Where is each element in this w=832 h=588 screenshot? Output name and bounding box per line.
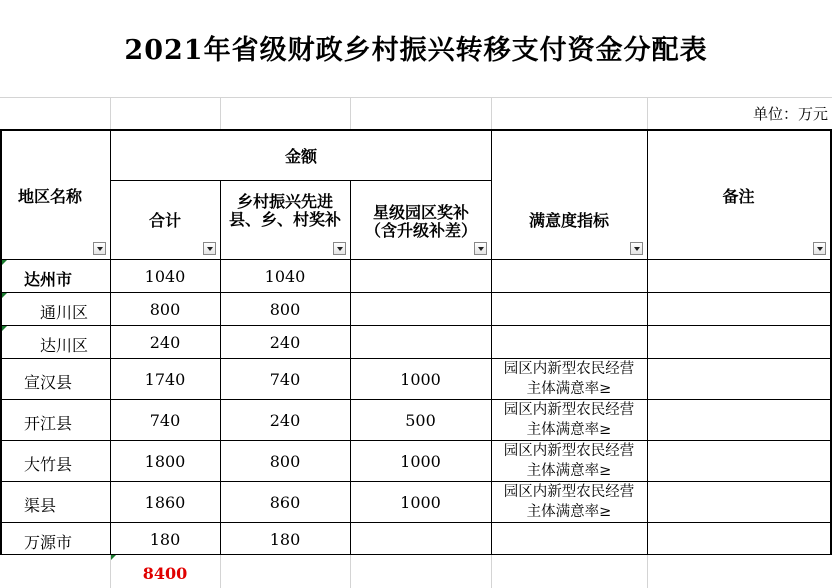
cell-marker [2,260,7,265]
table-border [0,522,832,523]
table-border [0,259,832,260]
row-region: 宣汉县 [24,373,73,392]
cell-marker [2,326,7,331]
row-region: 开江县 [24,414,73,433]
header-region: 地区名称 [18,187,83,206]
gridline [647,555,648,588]
row-total: 180 [149,530,181,549]
row-rural: 240 [269,333,301,352]
table-border [0,129,2,555]
row-region: 达州市 [24,270,73,289]
row-total: 1800 [144,452,186,471]
filter-dropdown-icon[interactable] [93,242,106,255]
row-indicator: 园区内新型农民经营主体满意率≥ [503,402,635,438]
row-region: 渠县 [24,496,57,515]
row-rural: 1040 [264,267,306,286]
table-border [0,481,832,482]
table-border [0,440,832,441]
gridline [647,97,648,129]
gridline [220,97,221,129]
table-border [0,399,832,400]
header-amount: 金额 [284,147,317,166]
gridline [110,97,111,129]
gridline [350,555,351,588]
row-park: 1000 [400,370,441,389]
row-park: 1000 [400,452,441,471]
filter-dropdown-icon[interactable] [630,242,643,255]
table-border [0,129,832,131]
table-border [0,292,832,293]
header-total: 合计 [148,211,181,230]
page-title: 2021年省级财政乡村振兴转移支付资金分配表 [124,35,708,66]
row-park: 1000 [400,493,441,512]
row-rural: 860 [269,493,301,512]
cell-marker [2,293,7,298]
gridline [350,97,351,129]
cell-marker [111,555,116,560]
filter-dropdown-icon[interactable] [203,242,216,255]
row-indicator: 园区内新型农民经营主体满意率≥ [503,361,635,397]
row-rural: 800 [269,300,301,319]
row-indicator: 园区内新型农民经营主体满意率≥ [503,443,635,479]
row-total: 740 [149,411,181,430]
row-rural: 180 [269,530,301,549]
grand-total: 8400 [142,564,188,583]
filter-dropdown-icon[interactable] [333,242,346,255]
row-region: 大竹县 [24,455,73,474]
table-border [0,554,832,555]
unit-label: 单位：万元 [752,105,828,123]
row-total: 1740 [144,370,186,389]
row-park: 500 [405,411,436,430]
gridline [491,555,492,588]
row-rural: 240 [269,411,301,430]
row-total: 800 [149,300,181,319]
row-total: 1860 [144,493,186,512]
row-region: 万源市 [24,533,73,552]
filter-dropdown-icon[interactable] [474,242,487,255]
gridline [491,97,492,129]
table-border [0,358,832,359]
row-rural: 740 [269,370,301,389]
gridline [220,555,221,588]
row-indicator: 园区内新型农民经营主体满意率≥ [503,484,635,520]
header-satisfaction: 满意度指标 [528,211,609,230]
header-rural-award: 乡村振兴先进县、乡、村奖补 [228,192,341,229]
row-region: 达川区 [40,336,89,355]
row-total: 1040 [144,267,186,286]
row-total: 240 [149,333,181,352]
row-rural: 800 [269,452,301,471]
table-border [491,129,492,555]
filter-dropdown-icon[interactable] [813,242,826,255]
row-region: 通川区 [40,303,89,322]
table-border [0,325,832,326]
header-remark: 备注 [722,187,755,206]
table-border [110,180,492,181]
header-park-award: 星级园区奖补（含升级补差） [364,203,477,240]
gridline [0,97,832,98]
